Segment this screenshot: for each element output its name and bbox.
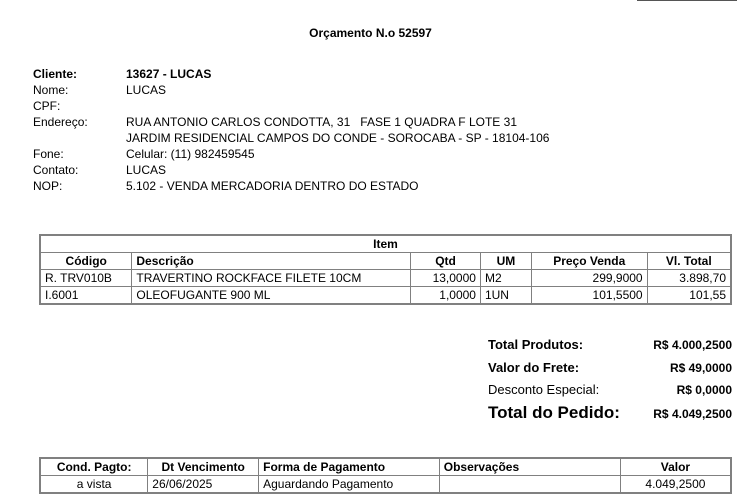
total-pedido-value: R$ 4.049,2500 xyxy=(653,407,732,421)
client-info xyxy=(33,66,549,194)
col-preco: Preço Venda xyxy=(531,253,647,270)
cell-descricao: TRAVERTINO ROCKFACE FILETE 10CM xyxy=(132,270,411,287)
items-table xyxy=(39,234,732,305)
fone-label: Fone: xyxy=(33,147,64,161)
table-row xyxy=(40,476,731,494)
page-title: Orçamento N.o 52597 xyxy=(309,26,432,40)
contato-label: Contato: xyxy=(33,163,79,177)
desconto-label: Desconto Especial: xyxy=(488,382,600,397)
items-caption: Item xyxy=(40,235,731,253)
nop-label: NOP: xyxy=(33,179,63,193)
col-valor: Valor xyxy=(620,458,731,476)
cell-dt-vencimento: 26/06/2025 xyxy=(148,476,259,494)
cpf-label: CPF: xyxy=(33,99,61,113)
col-observacoes: Observações xyxy=(439,458,620,476)
col-qtd: Qtd xyxy=(411,253,481,270)
frete-label: Valor do Frete: xyxy=(488,360,580,375)
col-dt-vencimento: Dt Vencimento xyxy=(148,458,259,476)
endereco-label: Endereço: xyxy=(33,115,88,129)
table-row xyxy=(40,270,731,287)
cliente-label: Cliente: xyxy=(33,67,78,81)
cell-codigo: R. TRV010B xyxy=(40,270,132,287)
fone-value: Celular: (11) 982459545 xyxy=(126,147,255,161)
nop-value: 5.102 - VENDA MERCADORIA DENTRO DO ESTADO xyxy=(126,179,419,193)
col-cond-pagto: Cond. Pagto: xyxy=(40,458,148,476)
cell-observacoes xyxy=(439,476,620,494)
cell-valor: 4.049,2500 xyxy=(620,476,731,494)
payment-table xyxy=(39,457,732,494)
nome-value: LUCAS xyxy=(126,83,167,97)
table-row xyxy=(40,287,731,305)
cell-qtd: 13,0000 xyxy=(411,270,481,287)
divider xyxy=(637,0,737,1)
cell-preco: 101,5500 xyxy=(531,287,647,305)
contato-value: LUCAS xyxy=(126,163,167,177)
cell-um: M2 xyxy=(480,270,531,287)
cell-total: 3.898,70 xyxy=(647,270,731,287)
desconto-value: R$ 0,0000 xyxy=(676,383,732,397)
endereco-line-2: JARDIM RESIDENCIAL CAMPOS DO CONDE - SOROCABA - SP - 18104-106 xyxy=(126,131,550,145)
cell-total: 101,55 xyxy=(647,287,731,305)
cell-codigo: I.6001 xyxy=(40,287,132,305)
total-produtos-value: R$ 4.000,2500 xyxy=(653,338,732,352)
col-total: Vl. Total xyxy=(647,253,731,270)
cell-cond-pagto: a vista xyxy=(40,476,148,494)
cell-um: 1UN xyxy=(480,287,531,305)
col-codigo: Código xyxy=(40,253,132,270)
cell-forma-pagamento: Aguardando Pagamento xyxy=(259,476,440,494)
total-pedido-label: Total do Pedido: xyxy=(488,403,620,422)
cell-descricao: OLEOFUGANTE 900 ML xyxy=(132,287,411,305)
cell-qtd: 1,0000 xyxy=(411,287,481,305)
cliente-value: 13627 - LUCAS xyxy=(126,67,212,81)
col-descricao: Descrição xyxy=(132,253,411,270)
endereco-line-1: RUA ANTONIO CARLOS CONDOTTA, 31 FASE 1 QUADRA F LOTE 31 xyxy=(126,115,517,129)
total-produtos-label: Total Produtos: xyxy=(488,337,584,352)
cell-preco: 299,9000 xyxy=(531,270,647,287)
nome-label: Nome: xyxy=(33,83,69,97)
frete-value: R$ 49,0000 xyxy=(669,361,732,375)
col-um: UM xyxy=(480,253,531,270)
col-forma-pagamento: Forma de Pagamento xyxy=(259,458,440,476)
